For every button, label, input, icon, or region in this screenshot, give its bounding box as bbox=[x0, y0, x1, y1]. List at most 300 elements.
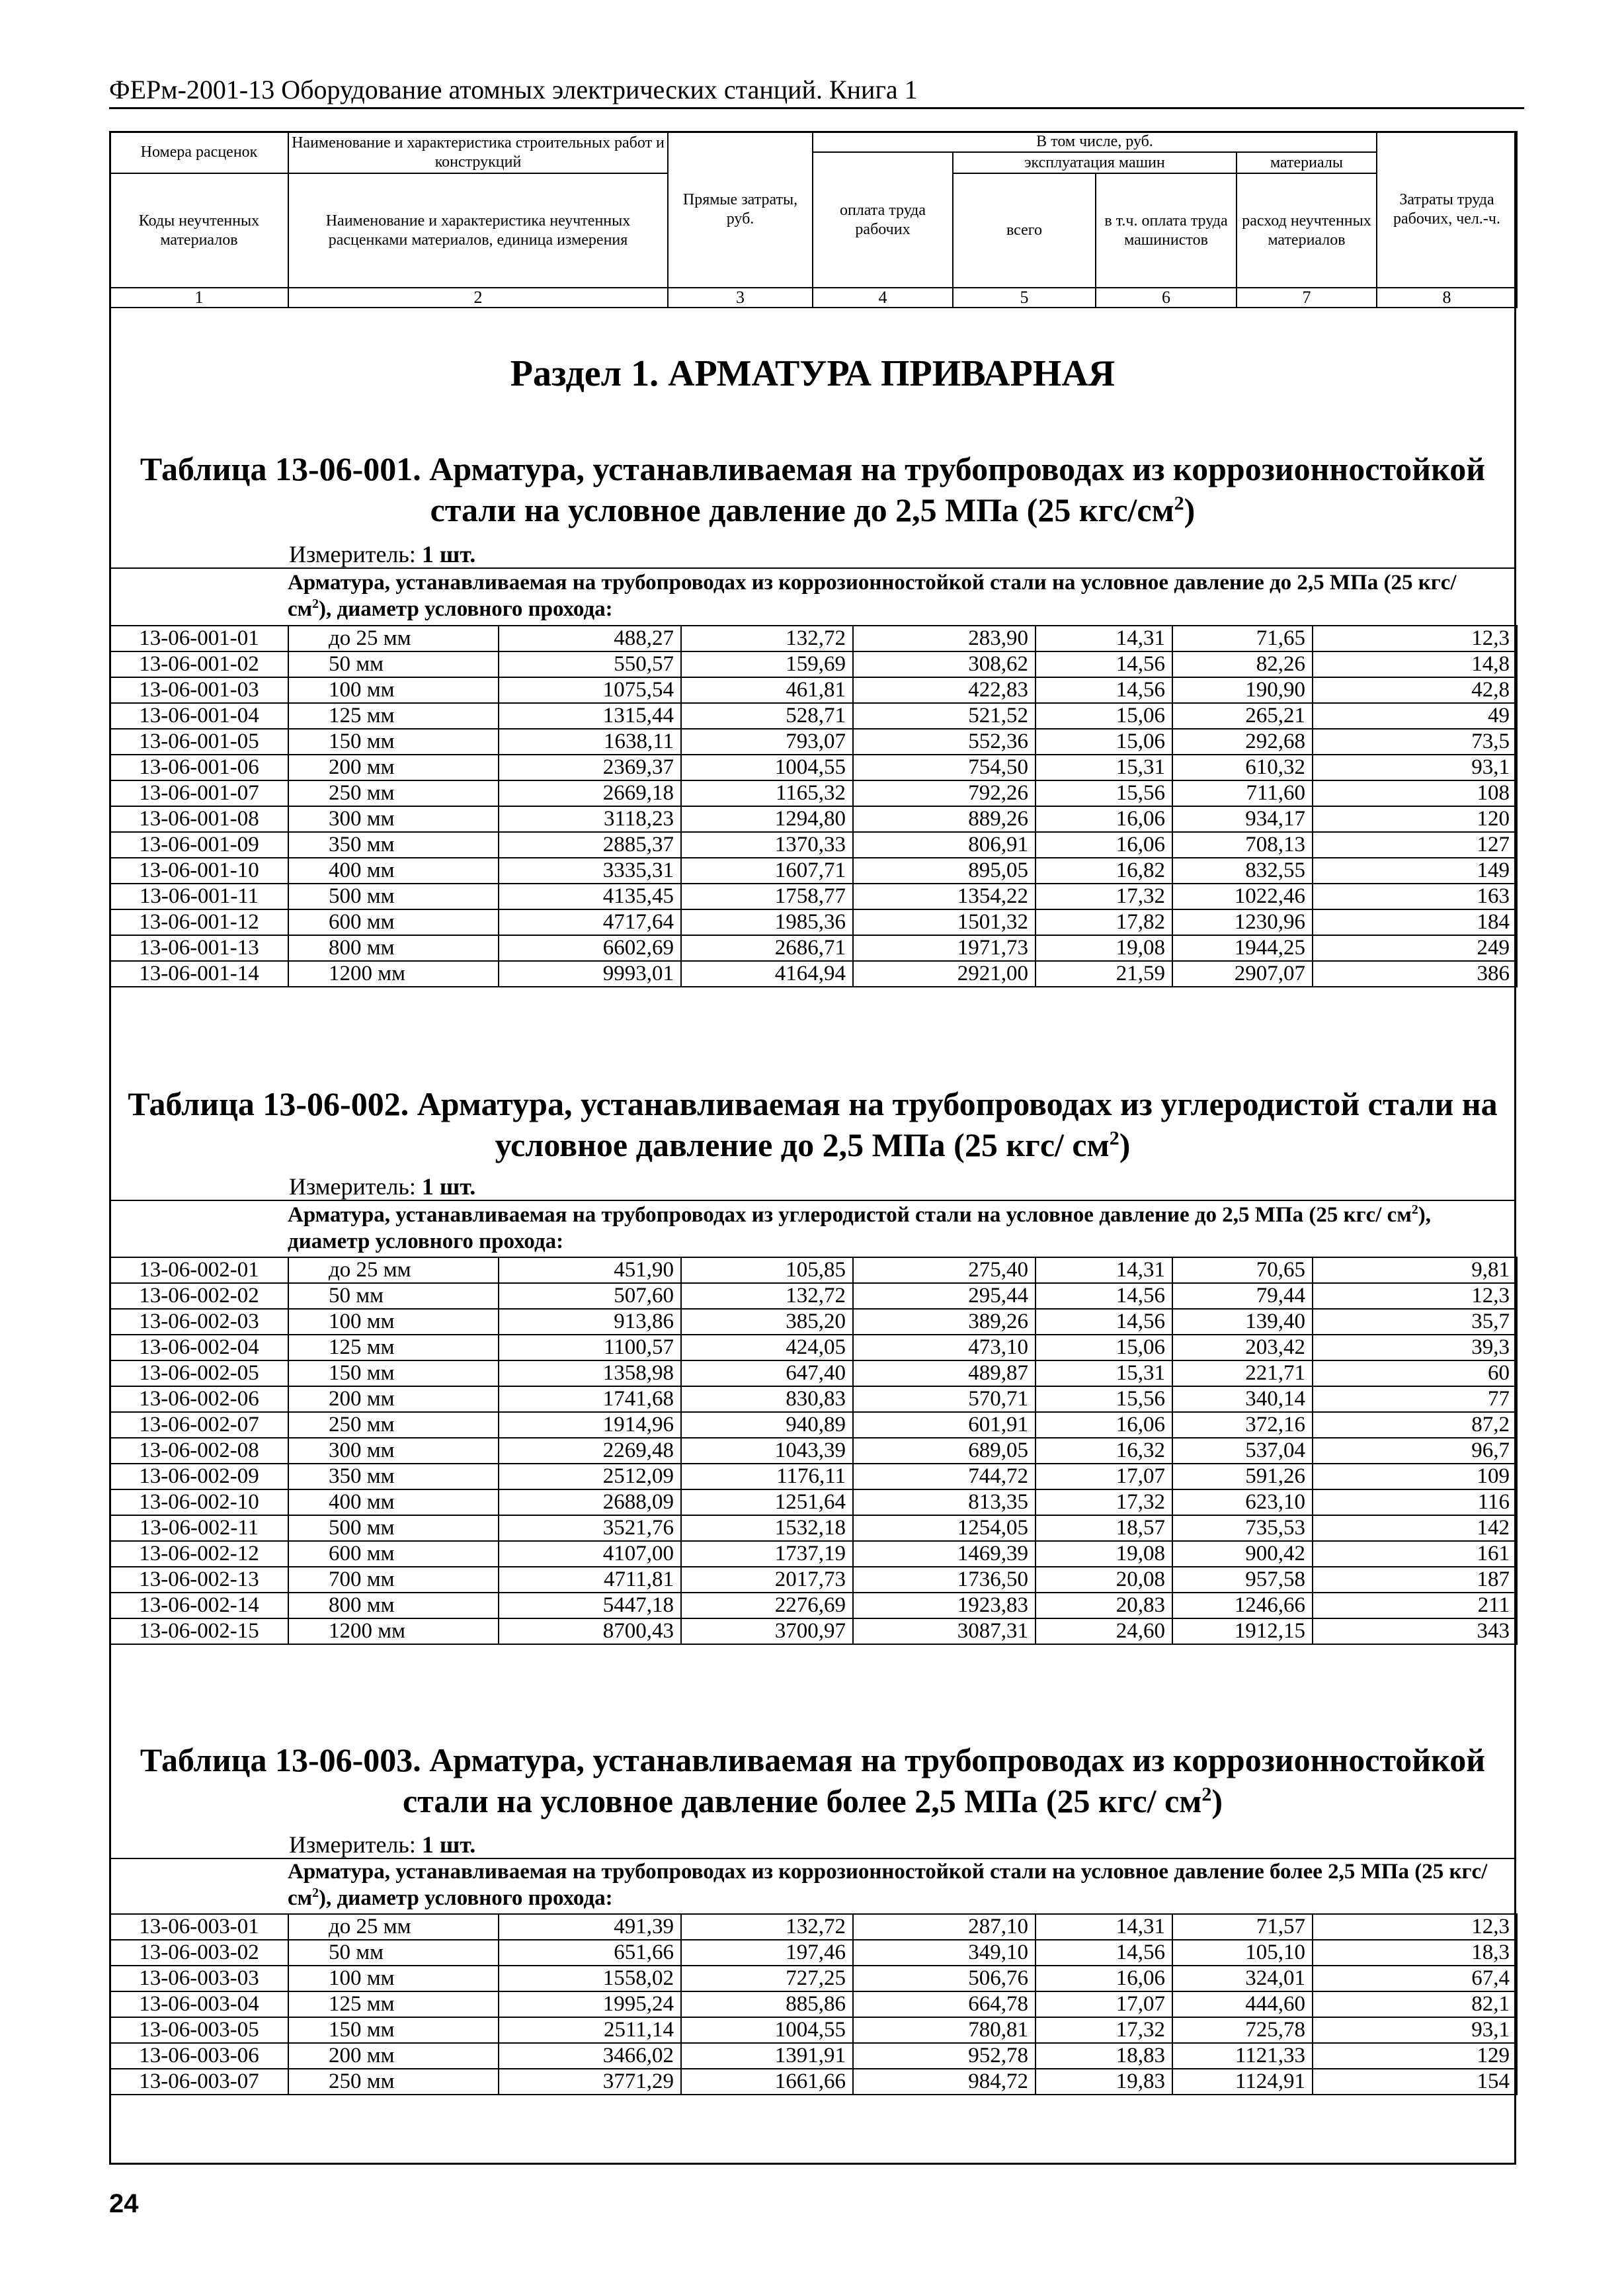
cost-value: 389,26 bbox=[853, 1309, 1035, 1335]
rate-code: 13-06-001-09 bbox=[110, 832, 288, 858]
table-title-line: Таблица 13-06-001. Арматура, устанавливаемая на трубопроводах из коррозионностойкой bbox=[140, 450, 1486, 487]
rate-code: 13-06-001-14 bbox=[110, 961, 288, 987]
cost-value: 780,81 bbox=[853, 2017, 1035, 2043]
nominal-diameter: до 25 мм bbox=[288, 1257, 499, 1283]
table-row bbox=[110, 2043, 1517, 2069]
cost-value: 4717,64 bbox=[499, 909, 681, 935]
cost-value: 308,62 bbox=[853, 651, 1035, 677]
table-row bbox=[110, 755, 1517, 780]
cost-value: 108 bbox=[1313, 780, 1517, 806]
nominal-diameter: до 25 мм bbox=[288, 1914, 499, 1940]
table-row bbox=[110, 935, 1517, 961]
cost-value: 422,83 bbox=[853, 677, 1035, 703]
cost-value: 2921,00 bbox=[853, 961, 1035, 987]
cost-value: 1501,32 bbox=[853, 909, 1035, 935]
column-number: 3 bbox=[668, 288, 813, 308]
nominal-diameter: 100 мм bbox=[288, 1309, 499, 1335]
cost-value: 1912,15 bbox=[1172, 1618, 1313, 1644]
table-row bbox=[110, 677, 1517, 703]
table-row bbox=[110, 1914, 1517, 1940]
cost-value: 203,42 bbox=[1172, 1335, 1313, 1360]
table-row bbox=[110, 1489, 1517, 1515]
cost-value: 39,3 bbox=[1313, 1335, 1517, 1360]
cost-value: 1254,05 bbox=[853, 1515, 1035, 1541]
cost-value: 895,05 bbox=[853, 858, 1035, 884]
nominal-diameter: 700 мм bbox=[288, 1567, 499, 1593]
cost-value: 14,31 bbox=[1035, 1914, 1172, 1940]
header-work-name: Наименование и характеристика строительных работ и конструкций bbox=[288, 132, 668, 173]
table-row bbox=[110, 651, 1517, 677]
table-row bbox=[110, 884, 1517, 909]
table-row bbox=[110, 1991, 1517, 2017]
cost-value: 591,26 bbox=[1172, 1464, 1313, 1489]
rate-code: 13-06-001-02 bbox=[110, 651, 288, 677]
table-row bbox=[110, 1335, 1517, 1360]
header-materials: материалы bbox=[1237, 152, 1377, 173]
cost-value: 4107,00 bbox=[499, 1541, 681, 1567]
cost-value: 287,10 bbox=[853, 1914, 1035, 1940]
cost-value: 689,05 bbox=[853, 1438, 1035, 1464]
cost-value: 105,85 bbox=[681, 1257, 853, 1283]
cost-value: 1004,55 bbox=[681, 2017, 853, 2043]
table-title bbox=[109, 1083, 1516, 1165]
cost-value: 1230,96 bbox=[1172, 909, 1313, 935]
column-header-table bbox=[109, 131, 1518, 308]
nominal-diameter: до 25 мм bbox=[288, 626, 499, 651]
cost-value: 491,39 bbox=[499, 1914, 681, 1940]
cost-value: 132,72 bbox=[681, 1283, 853, 1309]
table-row bbox=[110, 1593, 1517, 1618]
cost-value: 1737,19 bbox=[681, 1541, 853, 1567]
cost-value: 552,36 bbox=[853, 729, 1035, 755]
nominal-diameter: 800 мм bbox=[288, 935, 499, 961]
cost-value: 1944,25 bbox=[1172, 935, 1313, 961]
cost-value: 3466,02 bbox=[499, 2043, 681, 2069]
cost-value: 2688,09 bbox=[499, 1489, 681, 1515]
rate-code: 13-06-003-04 bbox=[110, 1991, 288, 2017]
cost-value: 4135,45 bbox=[499, 884, 681, 909]
cost-value: 16,06 bbox=[1035, 832, 1172, 858]
cost-value: 24,60 bbox=[1035, 1618, 1172, 1644]
cost-value: 295,44 bbox=[853, 1283, 1035, 1309]
cost-value: 2369,37 bbox=[499, 755, 681, 780]
table-row bbox=[110, 1966, 1517, 1991]
cost-value: 275,40 bbox=[853, 1257, 1035, 1283]
column-number: 1 bbox=[110, 288, 288, 308]
header-materials-extra: расход неучтенных материалов bbox=[1237, 173, 1377, 288]
cost-value: 2885,37 bbox=[499, 832, 681, 858]
cost-value: 1176,11 bbox=[681, 1464, 853, 1489]
rate-code: 13-06-003-07 bbox=[110, 2069, 288, 2095]
nominal-diameter: 400 мм bbox=[288, 858, 499, 884]
cost-value: 1043,39 bbox=[681, 1438, 853, 1464]
cost-value: 14,8 bbox=[1313, 651, 1517, 677]
cost-value: 1741,68 bbox=[499, 1386, 681, 1412]
cost-value: 647,40 bbox=[681, 1360, 853, 1386]
cost-value: 1469,39 bbox=[853, 1541, 1035, 1567]
cost-value: 806,91 bbox=[853, 832, 1035, 858]
cost-value: 16,06 bbox=[1035, 1412, 1172, 1438]
cost-value: 792,26 bbox=[853, 780, 1035, 806]
table-note: Арматура, устанавливаемая на трубопроводах из коррозионностойкой стали на условное давление до 2,5 МПа (25 кгс/ $см^2$), диаметр условного прохода: bbox=[288, 571, 1457, 621]
nominal-diameter: 150 мм bbox=[288, 2017, 499, 2043]
cost-value: 21,59 bbox=[1035, 961, 1172, 987]
cost-value: 3087,31 bbox=[853, 1618, 1035, 1644]
table-row bbox=[110, 832, 1517, 858]
cost-value: 149 bbox=[1313, 858, 1517, 884]
cost-value: 14,31 bbox=[1035, 626, 1172, 651]
cost-value: 521,52 bbox=[853, 703, 1035, 729]
cost-value: 116 bbox=[1313, 1489, 1517, 1515]
cost-value: 813,35 bbox=[853, 1489, 1035, 1515]
cost-value: 1995,24 bbox=[499, 1991, 681, 2017]
cost-value: 18,3 bbox=[1313, 1940, 1517, 1966]
cost-value: 3521,76 bbox=[499, 1515, 681, 1541]
table-row bbox=[110, 1940, 1517, 1966]
cost-value: 424,05 bbox=[681, 1335, 853, 1360]
unit-line: Измеритель: 1 шт. bbox=[109, 1831, 1516, 1859]
cost-value: 1294,80 bbox=[681, 806, 853, 832]
header-material-codes: Коды неучтенных материалов bbox=[110, 173, 288, 288]
rate-code: 13-06-002-15 bbox=[110, 1618, 288, 1644]
cost-value: 184 bbox=[1313, 909, 1517, 935]
cost-value: 1251,64 bbox=[681, 1489, 853, 1515]
cost-value: 3118,23 bbox=[499, 806, 681, 832]
table-row bbox=[110, 2069, 1517, 2095]
cost-value: 3771,29 bbox=[499, 2069, 681, 2095]
nominal-diameter: 100 мм bbox=[288, 677, 499, 703]
rate-code: 13-06-003-02 bbox=[110, 1940, 288, 1966]
cost-value: 71,65 bbox=[1172, 626, 1313, 651]
cost-value: 67,4 bbox=[1313, 1966, 1517, 1991]
table-row bbox=[110, 1283, 1517, 1309]
cost-value: 14,56 bbox=[1035, 651, 1172, 677]
cost-value: 1004,55 bbox=[681, 755, 853, 780]
cost-value: 570,71 bbox=[853, 1386, 1035, 1412]
cost-value: 506,76 bbox=[853, 1966, 1035, 1991]
cost-value: 708,13 bbox=[1172, 832, 1313, 858]
cost-value: 324,01 bbox=[1172, 1966, 1313, 1991]
cost-value: 35,7 bbox=[1313, 1309, 1517, 1335]
cost-value: 129 bbox=[1313, 2043, 1517, 2069]
rate-code: 13-06-002-01 bbox=[110, 1257, 288, 1283]
rate-code: 13-06-003-05 bbox=[110, 2017, 288, 2043]
cost-value: 1100,57 bbox=[499, 1335, 681, 1360]
nominal-diameter: 200 мм bbox=[288, 1386, 499, 1412]
cost-value: 73,5 bbox=[1313, 729, 1517, 755]
nominal-diameter: 250 мм bbox=[288, 780, 499, 806]
table-row bbox=[110, 2017, 1517, 2043]
cost-value: 444,60 bbox=[1172, 1991, 1313, 2017]
cost-value: 292,68 bbox=[1172, 729, 1313, 755]
nominal-diameter: 100 мм bbox=[288, 1966, 499, 1991]
cost-value: 20,83 bbox=[1035, 1593, 1172, 1618]
nominal-diameter: 800 мм bbox=[288, 1593, 499, 1618]
rate-code: 13-06-002-13 bbox=[110, 1567, 288, 1593]
table-note: Арматура, устанавливаемая на трубопроводах из углеродистой стали на условное давление до 2,5 МПа (25 кгс/ $см^2$), диаметр условного прохода: bbox=[288, 1202, 1431, 1253]
cost-value: 725,78 bbox=[1172, 2017, 1313, 2043]
cost-value: 17,07 bbox=[1035, 1464, 1172, 1489]
cost-value: 4164,94 bbox=[681, 961, 853, 987]
rate-code: 13-06-002-03 bbox=[110, 1309, 288, 1335]
cost-value: 451,90 bbox=[499, 1257, 681, 1283]
cost-value: 16,06 bbox=[1035, 1966, 1172, 1991]
rate-code: 13-06-002-05 bbox=[110, 1360, 288, 1386]
cost-value: 1022,46 bbox=[1172, 884, 1313, 909]
cost-value: 87,2 bbox=[1313, 1412, 1517, 1438]
table-row bbox=[110, 1412, 1517, 1438]
cost-value: 1736,50 bbox=[853, 1567, 1035, 1593]
cost-value: 537,04 bbox=[1172, 1438, 1313, 1464]
cost-value: 754,50 bbox=[853, 755, 1035, 780]
cost-value: 2512,09 bbox=[499, 1464, 681, 1489]
cost-value: 15,56 bbox=[1035, 780, 1172, 806]
cost-value: 489,87 bbox=[853, 1360, 1035, 1386]
cost-value: 1246,66 bbox=[1172, 1593, 1313, 1618]
nominal-diameter: 150 мм bbox=[288, 729, 499, 755]
cost-value: 623,10 bbox=[1172, 1489, 1313, 1515]
table-row bbox=[110, 1541, 1517, 1567]
nominal-diameter: 200 мм bbox=[288, 755, 499, 780]
header-labor: Затраты труда рабочих, чел.-ч. bbox=[1377, 132, 1517, 288]
table-row bbox=[110, 961, 1517, 987]
cost-value: 1971,73 bbox=[853, 935, 1035, 961]
nominal-diameter: 50 мм bbox=[288, 1283, 499, 1309]
cost-value: 161 bbox=[1313, 1541, 1517, 1567]
cost-value: 109 bbox=[1313, 1464, 1517, 1489]
cost-value: 60 bbox=[1313, 1360, 1517, 1386]
column-number: 6 bbox=[1096, 288, 1237, 308]
nominal-diameter: 400 мм bbox=[288, 1489, 499, 1515]
rate-code: 13-06-001-11 bbox=[110, 884, 288, 909]
cost-value: 132,72 bbox=[681, 1914, 853, 1940]
rate-code: 13-06-002-07 bbox=[110, 1412, 288, 1438]
cost-value: 913,86 bbox=[499, 1309, 681, 1335]
rate-code: 13-06-001-01 bbox=[110, 626, 288, 651]
cost-value: 488,27 bbox=[499, 626, 681, 651]
cost-value: 885,86 bbox=[681, 1991, 853, 2017]
cost-value: 221,71 bbox=[1172, 1360, 1313, 1386]
cost-value: 2276,69 bbox=[681, 1593, 853, 1618]
cost-value: 154 bbox=[1313, 2069, 1517, 2095]
cost-value: 832,55 bbox=[1172, 858, 1313, 884]
cost-value: 610,32 bbox=[1172, 755, 1313, 780]
cost-value: 79,44 bbox=[1172, 1283, 1313, 1309]
cost-value: 1315,44 bbox=[499, 703, 681, 729]
table-row bbox=[110, 1464, 1517, 1489]
cost-value: 139,40 bbox=[1172, 1309, 1313, 1335]
cost-value: 735,53 bbox=[1172, 1515, 1313, 1541]
unit-line: Измеритель: 1 шт. bbox=[109, 1173, 1516, 1201]
nominal-diameter: 350 мм bbox=[288, 1464, 499, 1489]
cost-value: 952,78 bbox=[853, 2043, 1035, 2069]
table-title-line: Таблица 13-06-003. Арматура, устанавливаемая на трубопроводах из коррозионностойкой bbox=[140, 1741, 1486, 1778]
nominal-diameter: 125 мм bbox=[288, 1991, 499, 2017]
column-number: 8 bbox=[1377, 288, 1517, 308]
page-number: 24 bbox=[109, 2189, 139, 2218]
rate-code: 13-06-003-03 bbox=[110, 1966, 288, 1991]
cost-value: 163 bbox=[1313, 884, 1517, 909]
rate-code: 13-06-001-08 bbox=[110, 806, 288, 832]
cost-value: 17,32 bbox=[1035, 1489, 1172, 1515]
cost-value: 17,32 bbox=[1035, 2017, 1172, 2043]
rate-code: 13-06-002-04 bbox=[110, 1335, 288, 1360]
cost-value: 889,26 bbox=[853, 806, 1035, 832]
rate-code: 13-06-001-03 bbox=[110, 677, 288, 703]
data-table bbox=[109, 1913, 1518, 2095]
rate-code: 13-06-001-06 bbox=[110, 755, 288, 780]
cost-value: 15,06 bbox=[1035, 729, 1172, 755]
table-title bbox=[109, 1739, 1516, 1821]
table-title-line: условное давление до 2,5 МПа (25 кгс/ $см^2$) bbox=[495, 1126, 1131, 1163]
nominal-diameter: 500 мм bbox=[288, 884, 499, 909]
cost-value: 386 bbox=[1313, 961, 1517, 987]
cost-value: 93,1 bbox=[1313, 755, 1517, 780]
rate-code: 13-06-001-13 bbox=[110, 935, 288, 961]
table-title bbox=[109, 448, 1516, 530]
cost-value: 1661,66 bbox=[681, 2069, 853, 2095]
cost-value: 96,7 bbox=[1313, 1438, 1517, 1464]
table-title-line: стали на условное давление более 2,5 МПа (25 кгс/ $см^2$) bbox=[403, 1782, 1223, 1819]
cost-value: 1638,11 bbox=[499, 729, 681, 755]
cost-value: 2269,48 bbox=[499, 1438, 681, 1464]
cost-value: 12,3 bbox=[1313, 1283, 1517, 1309]
cost-value: 105,10 bbox=[1172, 1940, 1313, 1966]
cost-value: 82,26 bbox=[1172, 651, 1313, 677]
nominal-diameter: 125 мм bbox=[288, 1335, 499, 1360]
rate-code: 13-06-001-04 bbox=[110, 703, 288, 729]
nominal-diameter: 250 мм bbox=[288, 1412, 499, 1438]
table-row bbox=[110, 1309, 1517, 1335]
cost-value: 528,71 bbox=[681, 703, 853, 729]
rate-code: 13-06-002-08 bbox=[110, 1438, 288, 1464]
cost-value: 17,82 bbox=[1035, 909, 1172, 935]
nominal-diameter: 200 мм bbox=[288, 2043, 499, 2069]
rate-code: 13-06-001-12 bbox=[110, 909, 288, 935]
rate-code: 13-06-002-14 bbox=[110, 1593, 288, 1618]
cost-value: 15,06 bbox=[1035, 703, 1172, 729]
table-row bbox=[110, 729, 1517, 755]
cost-value: 15,31 bbox=[1035, 1360, 1172, 1386]
rate-code: 13-06-002-02 bbox=[110, 1283, 288, 1309]
cost-value: 830,83 bbox=[681, 1386, 853, 1412]
cost-value: 127 bbox=[1313, 832, 1517, 858]
nominal-diameter: 500 мм bbox=[288, 1515, 499, 1541]
table-row bbox=[110, 1386, 1517, 1412]
column-number: 4 bbox=[813, 288, 953, 308]
table-row bbox=[110, 806, 1517, 832]
table-note: Арматура, устанавливаемая на трубопроводах из коррозионностойкой стали на условное давление более 2,5 МПа (25 кгс/ $см^2$), диаметр условного прохода: bbox=[288, 1860, 1488, 1910]
cost-value: 1758,77 bbox=[681, 884, 853, 909]
cost-value: 71,57 bbox=[1172, 1914, 1313, 1940]
nominal-diameter: 300 мм bbox=[288, 1438, 499, 1464]
cost-value: 550,57 bbox=[499, 651, 681, 677]
nominal-diameter: 50 мм bbox=[288, 651, 499, 677]
cost-value: 1985,36 bbox=[681, 909, 853, 935]
cost-value: 14,56 bbox=[1035, 1309, 1172, 1335]
cost-value: 601,91 bbox=[853, 1412, 1035, 1438]
cost-value: 1607,71 bbox=[681, 858, 853, 884]
cost-value: 1532,18 bbox=[681, 1515, 853, 1541]
nominal-diameter: 1200 мм bbox=[288, 961, 499, 987]
cost-value: 16,06 bbox=[1035, 806, 1172, 832]
cost-value: 49 bbox=[1313, 703, 1517, 729]
cost-value: 984,72 bbox=[853, 2069, 1035, 2095]
cost-value: 82,1 bbox=[1313, 1991, 1517, 2017]
nominal-diameter: 150 мм bbox=[288, 1360, 499, 1386]
table-row bbox=[110, 1360, 1517, 1386]
running-header: ФЕРм-2001-13 Оборудование атомных электрических станций. Книга 1 bbox=[109, 74, 1524, 109]
cost-value: 1370,33 bbox=[681, 832, 853, 858]
unit-line: Измеритель: 1 шт. bbox=[109, 541, 1516, 569]
data-table bbox=[109, 1257, 1518, 1645]
cost-value: 1124,91 bbox=[1172, 2069, 1313, 2095]
rate-code: 13-06-003-01 bbox=[110, 1914, 288, 1940]
cost-value: 940,89 bbox=[681, 1412, 853, 1438]
nominal-diameter: 50 мм bbox=[288, 1940, 499, 1966]
nominal-diameter: 600 мм bbox=[288, 1541, 499, 1567]
cost-value: 187 bbox=[1313, 1567, 1517, 1593]
rate-code: 13-06-002-06 bbox=[110, 1386, 288, 1412]
cost-value: 14,56 bbox=[1035, 1940, 1172, 1966]
cost-value: 19,08 bbox=[1035, 1541, 1172, 1567]
cost-value: 16,32 bbox=[1035, 1438, 1172, 1464]
cost-value: 3335,31 bbox=[499, 858, 681, 884]
cost-value: 14,31 bbox=[1035, 1257, 1172, 1283]
cost-value: 14,56 bbox=[1035, 1283, 1172, 1309]
cost-value: 1914,96 bbox=[499, 1412, 681, 1438]
cost-value: 6602,69 bbox=[499, 935, 681, 961]
nominal-diameter: 1200 мм bbox=[288, 1618, 499, 1644]
cost-value: 711,60 bbox=[1172, 780, 1313, 806]
cost-value: 18,57 bbox=[1035, 1515, 1172, 1541]
table-row bbox=[110, 909, 1517, 935]
cost-value: 727,25 bbox=[681, 1966, 853, 1991]
cost-value: 793,07 bbox=[681, 729, 853, 755]
cost-value: 12,3 bbox=[1313, 1914, 1517, 1940]
cost-value: 385,20 bbox=[681, 1309, 853, 1335]
cost-value: 2669,18 bbox=[499, 780, 681, 806]
cost-value: 120 bbox=[1313, 806, 1517, 832]
header-machinist-pay: в т.ч. оплата труда машинистов bbox=[1096, 173, 1237, 288]
rate-code: 13-06-001-05 bbox=[110, 729, 288, 755]
cost-value: 142 bbox=[1313, 1515, 1517, 1541]
cost-value: 19,08 bbox=[1035, 935, 1172, 961]
cost-value: 2511,14 bbox=[499, 2017, 681, 2043]
header-direct-costs: Прямые затраты, руб. bbox=[668, 132, 813, 288]
rate-code: 13-06-002-11 bbox=[110, 1515, 288, 1541]
cost-value: 349,10 bbox=[853, 1940, 1035, 1966]
cost-value: 934,17 bbox=[1172, 806, 1313, 832]
cost-value: 1391,91 bbox=[681, 2043, 853, 2069]
cost-value: 507,60 bbox=[499, 1283, 681, 1309]
table-row bbox=[110, 1618, 1517, 1644]
cost-value: 2017,73 bbox=[681, 1567, 853, 1593]
cost-value: 132,72 bbox=[681, 626, 853, 651]
cost-value: 9,81 bbox=[1313, 1257, 1517, 1283]
cost-value: 372,16 bbox=[1172, 1412, 1313, 1438]
cost-value: 19,83 bbox=[1035, 2069, 1172, 2095]
rate-code: 13-06-002-10 bbox=[110, 1489, 288, 1515]
cost-value: 93,1 bbox=[1313, 2017, 1517, 2043]
table-row bbox=[110, 1515, 1517, 1541]
cost-value: 744,72 bbox=[853, 1464, 1035, 1489]
rate-code: 13-06-001-07 bbox=[110, 780, 288, 806]
cost-value: 12,3 bbox=[1313, 626, 1517, 651]
table-row bbox=[110, 858, 1517, 884]
cost-value: 265,21 bbox=[1172, 703, 1313, 729]
cost-value: 1558,02 bbox=[499, 1966, 681, 1991]
